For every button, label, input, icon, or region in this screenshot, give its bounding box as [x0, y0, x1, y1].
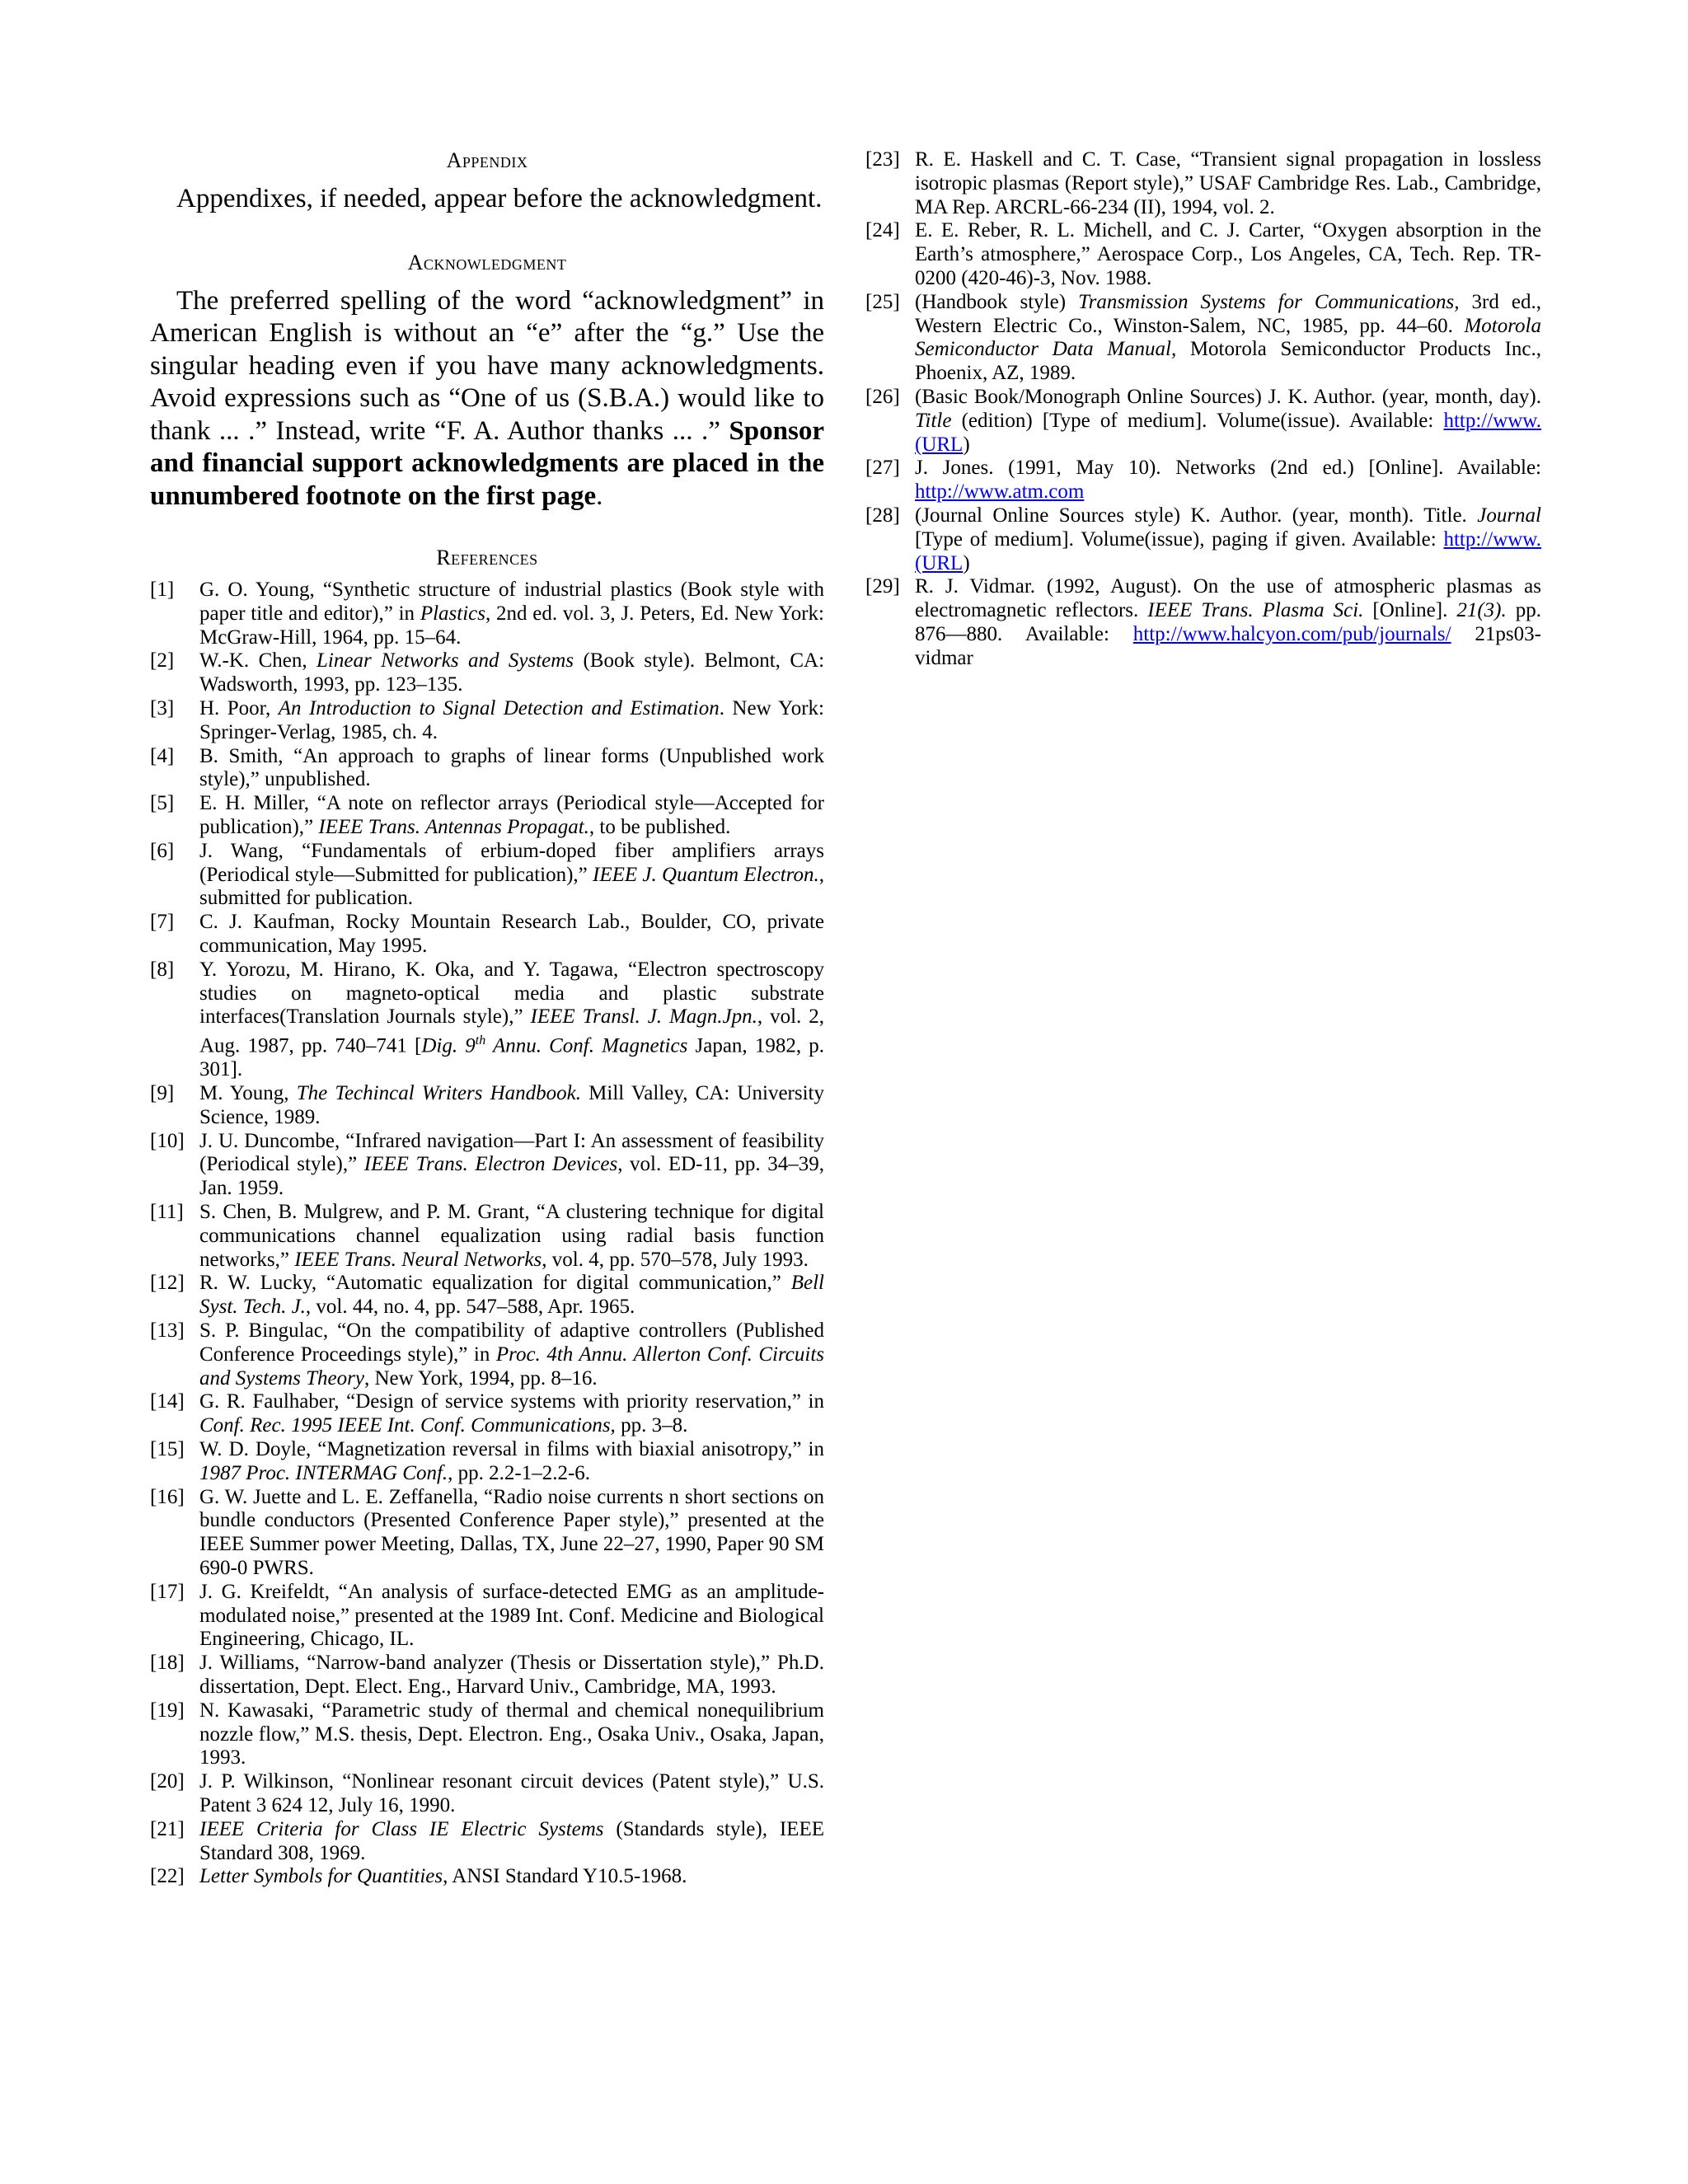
reference-italic-text: IEEE Trans. Electron Devices: [363, 1153, 618, 1176]
reference-item: [150, 649, 824, 697]
reference-number: [26]: [865, 385, 900, 408]
reference-item: [150, 1319, 824, 1390]
reference-text: W.-K. Chen,: [199, 649, 317, 673]
reference-item: [150, 1699, 824, 1770]
reference-text: 21ps03-vidmar: [915, 622, 1541, 669]
reference-text: S. Chen, B. Mulgrew, and P. M. Grant, “A clustering technique for digital communications channel equalization using radial basis function networks,”: [199, 1201, 824, 1271]
reference-number: [29]: [865, 575, 900, 598]
reference-text: 3rd ed., Western Electric Co., Winston-Salem, NC, 1985, pp. 44–60.: [915, 290, 1541, 337]
reference-text: R. E. Haskell and C. T. Case, “Transient signal propagation in lossless isotropic plasmas (Report style),” USAF Cambridge Res. Lab., Cambridge, MA Rep. ARCRL-66-234 (II), 1994, vol. 2.: [915, 148, 1541, 218]
acknowledgment-bold: Sponsor and financial support acknowledgments are placed in the unnumbered footnote on the first page: [150, 415, 824, 511]
reference-text: J. P. Wilkinson, “Nonlinear resonant circuit devices (Patent style),” U.S. Patent 3 624 12, July 16, 1990.: [199, 1770, 824, 1816]
reference-text: (edition) [Type of medium]. Volume(issue). Available:: [951, 409, 1444, 432]
reference-italic-text: Motorola Semiconductor Data Manual,: [915, 314, 1541, 361]
reference-item: [865, 457, 1541, 504]
reference-number: [14]: [150, 1390, 185, 1413]
reference-item: [150, 958, 824, 1082]
reference-text: , vol. 2, Aug. 1987, pp. 740–741 [: [199, 1005, 825, 1057]
acknowledgment-body: The preferred spelling of the word “acknowledgment” in American English is without an “e” after the “g.” Use the singular heading even if you have many acknowledgments. Avoid expressions such as “One of us (S.B.A.) would like to thank ... .” Instead, write “F. A. Author thanks ... .”: [150, 285, 824, 446]
reference-number: [3]: [150, 696, 175, 719]
reference-text: Motorola Semiconductor Products Inc., Phoenix, AZ, 1989.: [915, 338, 1541, 385]
reference-link[interactable]: http://www.atm.com: [915, 480, 1085, 504]
reference-item: [150, 1865, 824, 1889]
reference-text: , New York, 1994, pp. 8–16.: [363, 1366, 598, 1390]
reference-text: J. Wang, “Fundamentals of erbium-doped fiber amplifiers arrays (Periodical style—Submitted for publication),”: [199, 839, 824, 886]
reference-text: , to be published.: [588, 815, 731, 838]
reference-text: J. G. Kreifeldt, “An analysis of surface-detected EMG as an amplitude-modulated noise,” presented at the 1989 Int. Conf. Medicine and Biological Engineering, Chicago, IL.: [199, 1580, 824, 1651]
reference-italic-text: Linear Networks and Systems: [316, 649, 574, 673]
reference-italic-text: Plastics: [420, 602, 485, 625]
reference-italic-text: Annu. Conf. Magnetics: [485, 1034, 688, 1057]
left-column: [150, 148, 824, 1889]
reference-text: [Online].: [1363, 599, 1457, 622]
acknowledgment-heading: Acknowledgment: [407, 250, 567, 274]
reference-item: [150, 1082, 824, 1130]
reference-item: [150, 579, 824, 649]
reference-text: IEEE Standard 308, 1969.: [199, 1817, 824, 1864]
reference-item: [150, 840, 824, 911]
reference-item: [150, 1818, 824, 1866]
appendix-text: Appendixes, if needed, appear before the acknowledgment.: [176, 184, 823, 213]
reference-item: [865, 504, 1541, 575]
reference-item: [150, 745, 824, 793]
reference-text: Y. Yorozu, M. Hirano, K. Oka, and Y. Tagawa, “Electron spectroscopy studies on magneto-optical media and plastic substrate interfaces(Translation Journals style),”: [199, 958, 824, 1029]
reference-text: (Book style). Belmont, CA: Wadsworth, 1993, pp. 123–135.: [199, 649, 825, 696]
reference-text: M. Young,: [199, 1082, 297, 1105]
references-list-right: [865, 148, 1541, 671]
reference-number: [15]: [150, 1438, 185, 1461]
reference-text: S. P. Bingulac, “On the compatibility of adaptive controllers (Published Conference Proceedings style),” in: [199, 1319, 824, 1366]
reference-text: [Type of medium]. Volume(issue), paging if given. Available:: [915, 527, 1444, 551]
reference-italic-text: IEEE Criteria for Class IE Electric Systems: [199, 1817, 604, 1840]
reference-item: [865, 575, 1541, 670]
reference-text: Japan, 1982, p. 301].: [199, 1034, 825, 1081]
reference-text: J. U. Duncombe, “Infrared navigation—Part I: An assessment of feasibility (Periodical style),”: [199, 1129, 824, 1176]
reference-italic-text: 21(3).: [1456, 599, 1507, 622]
reference-text: E. H. Miller, “A note on reflector arrays (Periodical style—Accepted for publication),”: [199, 792, 824, 838]
reference-number: [21]: [150, 1817, 185, 1840]
reference-number: [13]: [150, 1319, 185, 1343]
reference-text: W. D. Doyle, “Magnetization reversal in films with biaxial anisotropy,” in: [199, 1438, 824, 1461]
reference-item: [150, 1652, 824, 1699]
reference-italic-text: Dig. 9: [421, 1034, 476, 1057]
references-list-left: [150, 579, 824, 1889]
reference-number: [11]: [150, 1201, 184, 1224]
reference-text: R. W. Lucky, “Automatic equalization for digital communication,”: [199, 1272, 791, 1295]
reference-number: [27]: [865, 457, 900, 480]
reference-text: (Handbook style): [915, 290, 1079, 313]
reference-item: [150, 1390, 824, 1438]
reference-number: [6]: [150, 839, 175, 862]
reference-number: [18]: [150, 1652, 185, 1675]
reference-number: [16]: [150, 1485, 185, 1508]
reference-text: Mill Valley, CA: University Science, 1989.: [199, 1082, 824, 1128]
reference-text: . New York: Springer-Verlag, 1985, ch. 4.: [199, 696, 824, 743]
reference-number: [12]: [150, 1272, 185, 1295]
reference-italic-text: Transmission Systems for Communications,: [1078, 290, 1460, 313]
reference-text: B. Smith, “An approach to graphs of linear forms (Unpublished work style),” unpublished.: [199, 744, 824, 791]
reference-text: N. Kawasaki, “Parametric study of thermal and chemical nonequilibrium nozzle flow,” M.S. thesis, Dept. Electron. Eng., Osaka Univ., Osaka, Japan, 1993.: [199, 1699, 824, 1769]
appendix-heading: Appendix: [446, 148, 528, 172]
reference-number: [24]: [865, 219, 900, 242]
reference-italic-text: IEEE Trans. Plasma Sci.: [1147, 599, 1364, 622]
reference-item: [150, 697, 824, 745]
reference-text: E. E. Reber, R. L. Michell, and C. J. Carter, “Oxygen absorption in the Earth’s atmosphere,” Aerospace Corp., Los Angeles, CA, Tech. Rep. TR-0200 (420-46)-3, Nov. 1988.: [915, 219, 1541, 289]
reference-text: J. Jones. (1991, May 10). Networks (2nd ed.) [Online]. Available:: [915, 457, 1541, 480]
reference-italic-text: ,: [762, 1817, 767, 1840]
references-heading: References: [436, 546, 538, 569]
reference-text: pp. 3–8.: [615, 1414, 688, 1437]
reference-item: [150, 792, 824, 840]
reference-text: ): [963, 433, 970, 456]
reference-text: , vol. 4, pp. 570–578, July 1993.: [542, 1248, 809, 1271]
reference-italic-text: Bell Syst. Tech. J.: [199, 1272, 824, 1319]
reference-item: [865, 386, 1541, 457]
reference-number: [9]: [150, 1082, 175, 1105]
reference-number: [23]: [865, 148, 900, 171]
reference-text: , submitted for publication.: [199, 863, 824, 910]
reference-text: G. R. Faulhaber, “Design of service systems with priority reservation,” in: [199, 1390, 824, 1413]
reference-item: [865, 219, 1541, 290]
reference-italic-text: 1987 Proc. INTERMAG Conf.: [199, 1461, 448, 1484]
reference-item: [150, 1486, 824, 1581]
reference-text: ): [963, 551, 970, 574]
reference-italic-text: Title: [915, 409, 952, 432]
reference-item: [865, 148, 1541, 219]
acknowledgment-end: .: [596, 480, 603, 511]
reference-item: [865, 291, 1541, 386]
reference-item: [150, 1581, 824, 1652]
reference-number: [10]: [150, 1129, 185, 1152]
reference-number: [7]: [150, 911, 175, 934]
reference-text: R. J. Vidmar. (1992, August). On the use of atmospheric plasmas as electromagnetic reflectors.: [915, 575, 1541, 622]
reference-number: [19]: [150, 1699, 185, 1722]
right-column: [865, 148, 1541, 671]
reference-number: [28]: [865, 504, 900, 527]
reference-link[interactable]: http://www.(URL: [915, 409, 1541, 456]
reference-text: pp. 876—880. Available:: [915, 599, 1541, 645]
reference-item: [150, 1130, 824, 1201]
reference-item: [150, 1272, 824, 1319]
reference-number: [4]: [150, 744, 175, 767]
reference-link[interactable]: http://www.(URL: [915, 527, 1541, 574]
reference-number: [5]: [150, 792, 175, 815]
reference-number: [25]: [865, 290, 900, 313]
reference-text: , pp. 2.2-1–2.2-6.: [448, 1461, 591, 1484]
reference-text: (Standards style): [603, 1817, 762, 1840]
reference-number: [17]: [150, 1580, 185, 1603]
reference-item: [150, 1770, 824, 1818]
reference-text: , vol. ED-11, pp. 34–39, Jan. 1959.: [199, 1153, 825, 1200]
reference-text: H. Poor,: [199, 696, 279, 719]
reference-item: [150, 1438, 824, 1486]
reference-link[interactable]: http://www.halcyon.com/pub/journals/: [1132, 622, 1451, 645]
reference-italic-text: Letter Symbols for Quantities: [199, 1865, 443, 1888]
reference-number: [22]: [150, 1865, 185, 1888]
reference-text: , 2nd ed. vol. 3, J. Peters, Ed. New York: McGraw-Hill, 1964, pp. 15–64.: [199, 602, 824, 649]
reference-italic-text: Conf. Rec. 1995 IEEE Int. Conf. Communications,: [199, 1414, 616, 1437]
reference-item: [150, 911, 824, 958]
reference-text: , vol. 44, no. 4, pp. 547–588, Apr. 1965.: [305, 1296, 635, 1319]
reference-italic-text: IEEE Trans. Antennas Propagat.: [318, 815, 589, 838]
reference-italic-text: IEEE Transl. J. Magn.Jpn.: [530, 1005, 757, 1029]
reference-number: [2]: [150, 649, 175, 673]
acknowledgment-text: [150, 285, 824, 513]
reference-text: (Basic Book/Monograph Online Sources) J. K. Author. (year, month, day).: [915, 385, 1541, 408]
reference-text: G. O. Young, “Synthetic structure of industrial plastics (Book style with paper title and editor),” in: [199, 579, 824, 625]
reference-number: [1]: [150, 579, 175, 601]
reference-italic-text: Proc. 4th Annu. Allerton Conf. Circuits and Systems Theory: [199, 1343, 824, 1390]
reference-italic-text: The Techincal Writers Handbook.: [296, 1082, 581, 1105]
reference-text: G. W. Juette and L. E. Zeffanella, “Radio noise currents n short sections on bundle conductors (Presented Conference Paper style),” presented at the IEEE Summer power Meeting, Dallas, TX, June 22–27, 1990, Paper 90 SM 690-0 PWRS.: [199, 1485, 824, 1579]
reference-superscript: th: [475, 1033, 486, 1048]
reference-number: [20]: [150, 1770, 185, 1793]
reference-italic-text: Journal: [1477, 504, 1541, 527]
reference-text: , ANSI Standard Y10.5-1968.: [443, 1865, 687, 1888]
reference-italic-text: IEEE Trans. Neural Networks: [294, 1248, 542, 1271]
reference-number: [8]: [150, 958, 175, 981]
reference-italic-text: An Introduction to Signal Detection and Estimation: [278, 696, 720, 719]
reference-text: C. J. Kaufman, Rocky Mountain Research Lab., Boulder, CO, private communication, May 1995.: [199, 911, 824, 957]
reference-text: (Journal Online Sources style) K. Author. (year, month). Title.: [915, 504, 1478, 527]
reference-text: J. Williams, “Narrow-band analyzer (Thesis or Dissertation style),” Ph.D. dissertation, Dept. Elect. Eng., Harvard Univ., Cambridge, MA, 1993.: [199, 1652, 824, 1698]
reference-item: [150, 1201, 824, 1272]
reference-italic-text: IEEE J. Quantum Electron.: [593, 863, 819, 886]
